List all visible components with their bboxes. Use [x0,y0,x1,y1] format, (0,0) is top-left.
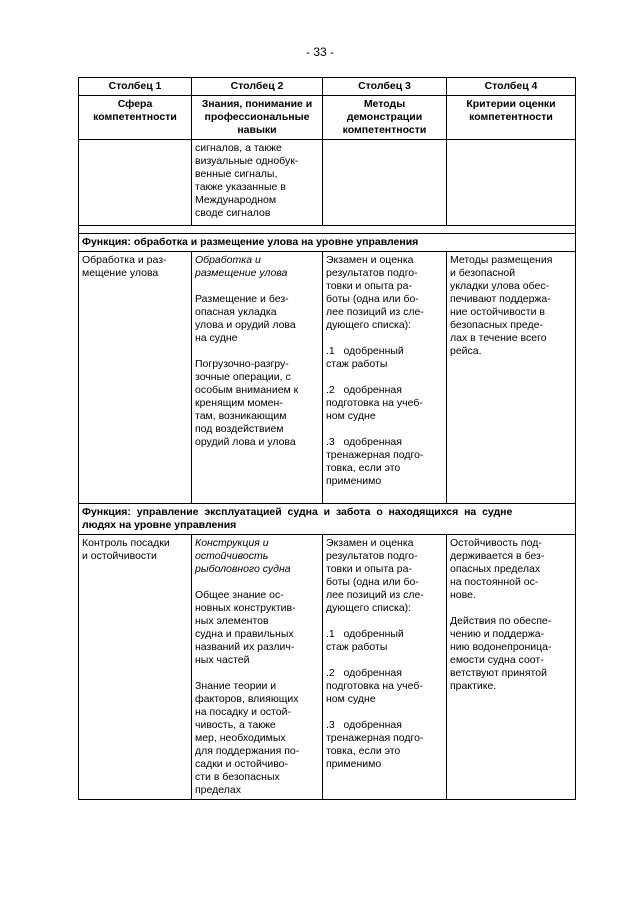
section2-criteria: Остойчивость под- держивается в без- опасных пределах на постоянной ос- нове. Действия по обеспе- чению и поддержа- нию водонепроница- емости судна соот- ветствуют принятой практике. [447,535,576,800]
header-knowledge: Знания, понимание и профессиональные навыки [192,96,323,140]
column-number-row [79,78,576,96]
section1-knowledge: Обработка и размещение улова Размещение и без- опасная укладка улова и орудий лова на судне Погрузочно-разгру- зочные операции, с особым вниманием к кренящим момен- там, возникающим под воздействием орудий лова и улова [192,252,323,504]
header-methods: Методы демонстрации компетентности [323,96,447,140]
section2-competence: Контроль посадки и остойчивости [79,535,192,800]
section2-methods: Экзамен и оценка результатов подго- товки и опыта ра- боты (одна или бо- лее позиций из сле- дующего списка): .1 одобренный стаж работы .2 одобренная подготовка на учеб- ном судне .3 одобренная тренажерная подго- товка, если это применимо [323,535,447,800]
section-title-catch [79,234,576,252]
column-header-row [79,96,576,140]
column-number-3: Столбец 3 [323,78,447,96]
section2-knowledge: Конструкция и остойчивость рыболовного судна Общее знание ос- новных конструктив- ных элементов судна и правильных названий их различ- ных частей Знание теории и факторов, влияющих на посадку и остой- чивость, а также мер, необходимых для поддержания по- садки и остойчиво- сти в безопасных пределах [192,535,323,800]
competence-table [78,77,576,800]
section1-title: Функция: обработка и размещение улова на уровне управления [79,234,576,252]
continued-row [79,140,576,226]
section-title-ship-operation [79,504,576,535]
section1-row [79,252,576,504]
header-competence-area: Сфера компетентности [79,96,192,140]
header-criteria: Критерии оценки компетентности [447,96,576,140]
column-number-1: Столбец 1 [79,78,192,96]
column-number-4: Столбец 4 [447,78,576,96]
continued-col4 [447,140,576,226]
section2-row [79,535,576,800]
section2-title: Функция: управление эксплуатацией судна и забота о находящихся на судне людях на уровне управления [79,504,576,535]
spacer-row [79,226,576,234]
continued-col1 [79,140,192,226]
page-number: - 33 - [305,45,334,59]
section1-competence: Обработка и раз- мещение улова [79,252,192,504]
continued-col3 [323,140,447,226]
column-number-2: Столбец 2 [192,78,323,96]
continued-col2: сигналов, а также визуальные однобук- венные сигналы, также указанные в Международном своде сигналов [192,140,323,226]
section1-criteria: Методы размещения и безопасной укладки улова обес- печивают поддержа- ние остойчивости в безопасных преде- лах в течение всего рейса. [447,252,576,504]
section1-methods: Экзамен и оценка результатов подго- товки и опыта ра- боты (одна или бо- лее позиций из сле- дующего списка): .1 одобренный стаж работы .2 одобренная подготовка на учеб- ном судне .3 одобренная тренажерная подго- товка, если это применимо [323,252,447,504]
